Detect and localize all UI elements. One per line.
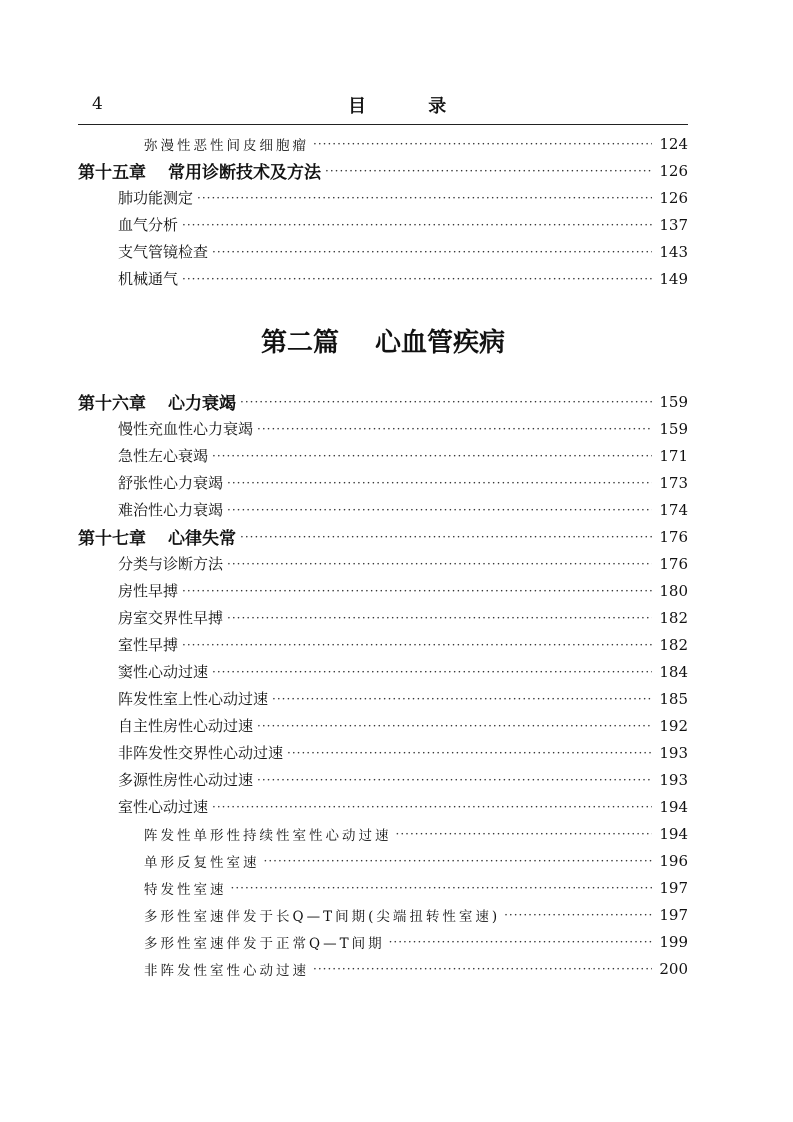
toc-entry-page: 185 — [659, 689, 688, 708]
toc-entry[interactable] — [78, 496, 688, 523]
toc-entry[interactable] — [78, 577, 688, 604]
toc-entry-label: 自主性房性心动过速 — [118, 717, 254, 735]
toc-entry[interactable] — [78, 658, 688, 685]
dot-leader — [197, 191, 652, 205]
toc-entry-page: 192 — [659, 716, 688, 735]
toc-entry-label: 机械通气 — [118, 270, 179, 288]
toc-entry-label: 难治性心力衰竭 — [118, 501, 224, 519]
toc-subentry-page: 200 — [659, 959, 688, 978]
toc-entry-page: 184 — [659, 662, 688, 681]
toc-subentry-label: 多形性室速伴发于正常Q—T间期 — [144, 935, 385, 952]
toc-entry-page: 173 — [659, 473, 688, 492]
toc-subentry-label: 单形反复性室速 — [144, 854, 260, 871]
chapter-page: 176 — [659, 527, 688, 546]
dot-leader — [240, 395, 652, 409]
part-name: 心血管疾病 — [375, 327, 506, 358]
toc-entry-page: 149 — [659, 269, 688, 288]
dot-leader — [182, 584, 652, 598]
toc-subentry-page: 196 — [659, 851, 688, 870]
toc-entry-page: 193 — [659, 770, 688, 789]
dot-leader — [227, 557, 652, 571]
dot-leader — [389, 935, 652, 949]
toc-entry[interactable] — [78, 469, 688, 496]
toc-entry-label: 房性早搏 — [118, 582, 179, 600]
toc-entry[interactable] — [78, 631, 688, 658]
chapter-16-entry[interactable] — [78, 388, 688, 415]
dot-leader — [313, 962, 652, 976]
dot-leader — [182, 638, 652, 652]
part-title — [78, 292, 688, 388]
dot-leader — [212, 449, 652, 463]
toc-entry-page: 180 — [659, 581, 688, 600]
header-rule — [78, 124, 688, 125]
toc-entry-page: 171 — [659, 446, 688, 465]
toc-entry-page: 124 — [659, 134, 688, 153]
dot-leader — [212, 245, 652, 259]
toc-entry-label: 室性早搏 — [118, 636, 179, 654]
chapter-number: 第十五章 — [78, 163, 146, 183]
dot-leader — [212, 800, 652, 814]
toc-entry[interactable] — [78, 265, 688, 292]
dot-leader — [272, 692, 652, 706]
chapter-title: 心律失常 — [168, 529, 236, 549]
toc-entry-page: 182 — [659, 635, 688, 654]
toc-entry-label: 血气分析 — [118, 216, 179, 234]
toc-subentry[interactable] — [78, 820, 688, 847]
chapter-number: 第十六章 — [78, 394, 146, 414]
chapter-title: 心力衰竭 — [168, 394, 236, 414]
chapter-page: 126 — [659, 161, 688, 180]
part-number: 第二篇 — [260, 327, 339, 358]
toc-entry-page: 174 — [659, 500, 688, 519]
toc-entry[interactable] — [78, 415, 688, 442]
table-of-contents — [78, 130, 688, 982]
chapter-title: 常用诊断技术及方法 — [168, 163, 321, 183]
toc-subentry-page: 199 — [659, 932, 688, 951]
page-number: 4 — [92, 94, 103, 114]
toc-entry-label: 非阵发性交界性心动过速 — [118, 744, 284, 762]
toc-entry-label: 支气管镜检查 — [118, 243, 209, 261]
running-header — [78, 88, 688, 118]
toc-subentry-label: 多形性室速伴发于长Q—T间期(尖端扭转性室速) — [144, 908, 501, 925]
toc-entry-label: 慢性充血性心力衰竭 — [118, 420, 254, 438]
chapter-17-entry[interactable] — [78, 523, 688, 550]
dot-leader — [504, 908, 652, 922]
toc-entry-page: 137 — [659, 215, 688, 234]
dot-leader — [212, 665, 652, 679]
chapter-label — [78, 389, 236, 414]
dot-leader — [182, 272, 652, 286]
toc-entry-page: 182 — [659, 608, 688, 627]
chapter-label — [78, 524, 236, 549]
dot-leader — [264, 854, 653, 868]
toc-subentry-page: 197 — [659, 905, 688, 924]
toc-entry-label: 弥漫性恶性间皮细胞瘤 — [144, 137, 309, 154]
dot-leader — [313, 137, 652, 151]
toc-subentry-label: 阵发性单形性持续性室性心动过速 — [144, 827, 392, 844]
toc-entry[interactable] — [78, 442, 688, 469]
toc-entry-label: 室性心动过速 — [118, 798, 209, 816]
toc-entry[interactable] — [78, 604, 688, 631]
chapter-15-entry[interactable] — [78, 157, 688, 184]
toc-subentry-page: 194 — [659, 824, 688, 843]
dot-leader — [182, 218, 652, 232]
toc-entry[interactable] — [78, 550, 688, 577]
dot-leader — [257, 422, 652, 436]
dot-leader — [396, 827, 653, 841]
dot-leader — [227, 503, 652, 517]
toc-entry-page: 176 — [659, 554, 688, 573]
chapter-label — [78, 158, 321, 183]
toc-entry[interactable] — [78, 130, 688, 157]
dot-leader — [227, 611, 652, 625]
toc-entry[interactable] — [78, 766, 688, 793]
toc-entry-label: 肺功能测定 — [118, 189, 194, 207]
toc-subentry[interactable] — [78, 847, 688, 874]
toc-subentry-label: 非阵发性室性心动过速 — [144, 962, 309, 979]
chapter-page: 159 — [659, 392, 688, 411]
toc-entry-label: 舒张性心力衰竭 — [118, 474, 224, 492]
toc-entry-label: 窦性心动过速 — [118, 663, 209, 681]
toc-entry[interactable] — [78, 238, 688, 265]
toc-entry-label: 阵发性室上性心动过速 — [118, 690, 269, 708]
toc-entry-page: 159 — [659, 419, 688, 438]
dot-leader — [257, 719, 652, 733]
dot-leader — [227, 476, 652, 490]
chapter-number: 第十七章 — [78, 529, 146, 549]
running-title: 目 录 — [348, 96, 475, 117]
toc-entry-page: 194 — [659, 797, 688, 816]
toc-subentry[interactable] — [78, 955, 688, 982]
dot-leader — [231, 881, 653, 895]
toc-entry-label: 多源性房性心动过速 — [118, 771, 254, 789]
dot-leader — [325, 164, 652, 178]
toc-entry[interactable] — [78, 211, 688, 238]
toc-entry[interactable] — [78, 184, 688, 211]
toc-subentry-label: 特发性室速 — [144, 881, 227, 898]
toc-entry-label: 房室交界性早搏 — [118, 609, 224, 627]
toc-entry[interactable] — [78, 712, 688, 739]
toc-subentry-page: 197 — [659, 878, 688, 897]
toc-entry[interactable] — [78, 793, 688, 820]
dot-leader — [240, 530, 652, 544]
toc-entry-page: 126 — [659, 188, 688, 207]
toc-entry-page: 143 — [659, 242, 688, 261]
toc-entry-label: 分类与诊断方法 — [118, 555, 224, 573]
toc-entry-page: 193 — [659, 743, 688, 762]
toc-entry[interactable] — [78, 685, 688, 712]
toc-subentry[interactable] — [78, 874, 688, 901]
dot-leader — [287, 746, 652, 760]
toc-entry[interactable] — [78, 739, 688, 766]
toc-subentry[interactable] — [78, 901, 688, 928]
toc-subentry[interactable] — [78, 928, 688, 955]
toc-entry-label: 急性左心衰竭 — [118, 447, 209, 465]
dot-leader — [257, 773, 652, 787]
